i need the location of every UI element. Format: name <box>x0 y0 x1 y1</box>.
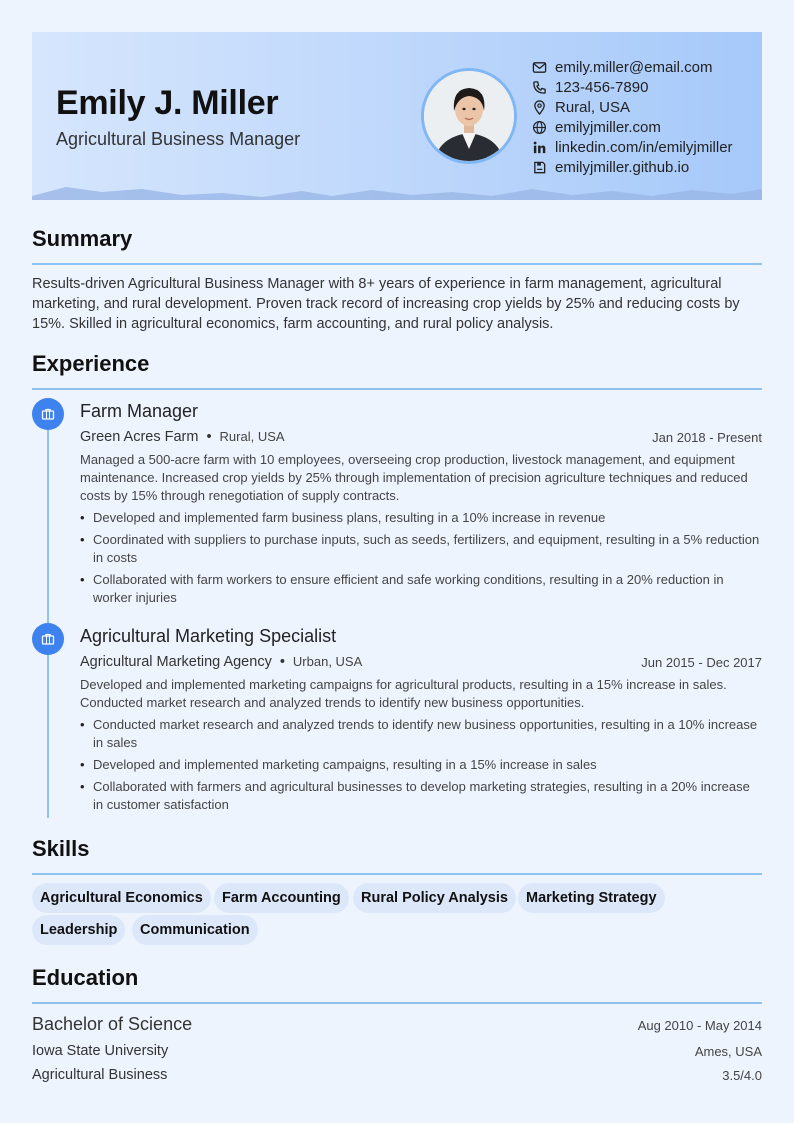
briefcase-icon <box>41 632 55 646</box>
location-icon <box>532 100 547 115</box>
contact-phone[interactable] <box>532 77 733 97</box>
job-dates: Jun 2015 - Dec 2017 <box>641 655 762 670</box>
job-description: Developed and implemented marketing campaigns for agricultural products, resulting in a 15% increase in sales. Conducted market research and analyzed trends to identify new business opportunities. <box>80 677 727 710</box>
skill-chip: Agricultural Economics <box>32 883 211 913</box>
skill-chip: Farm Accounting <box>214 883 349 913</box>
candidate-name: Emily J. Miller <box>56 84 279 122</box>
linkedin-icon <box>532 140 547 155</box>
job-company-line: Green Acres Farm • Rural, USA <box>80 429 285 445</box>
skills-heading: Skills <box>32 836 90 861</box>
job-bullets <box>80 716 762 818</box>
header-wave-decoration <box>32 184 762 200</box>
contact-linkedin-text: linkedin.com/in/emilyjmiller <box>555 138 733 156</box>
contact-linkedin[interactable] <box>532 137 733 157</box>
education-dates: Aug 2010 - May 2014 <box>637 1018 762 1033</box>
job-company: Agricultural Marketing Agency <box>80 654 272 670</box>
contact-location-text: Rural, USA <box>555 98 631 116</box>
education-heading: Education <box>32 965 139 990</box>
job-description: Managed a 500-acre farm with 10 employees, overseeing crop production, livestock management, and equipment maintenance. Increased crop yields by 25% through implementation of precision agriculture techniques and reduced costs by 15% through renegotiation of supply contracts. <box>80 452 748 503</box>
profile-photo <box>421 68 517 164</box>
job-location: Urban, USA <box>292 654 363 669</box>
skill-chip: Rural Policy Analysis <box>353 883 516 913</box>
github-icon <box>532 160 547 175</box>
job-bullet: • Developed and implemented farm business plans, resulting in a 10% increase in revenue <box>80 509 762 527</box>
skill-chip: Marketing Strategy <box>518 883 665 913</box>
contact-phone-text: 123-456-7890 <box>555 78 649 96</box>
job-badge <box>32 398 64 430</box>
skill-chip: Communication <box>132 915 258 945</box>
resume-header <box>32 32 762 200</box>
mail-icon <box>532 60 547 75</box>
job-role: Agricultural Marketing Specialist <box>80 626 337 646</box>
job-bullet: • Collaborated with farmers and agricultural businesses to develop marketing strategies, resulting in a 20% increase in customer satisfaction <box>80 778 762 814</box>
job-bullet: • Conducted market research and analyzed trends to identify new business opportunities, resulting in a 10% increase in sales <box>80 716 762 752</box>
education-location: Ames, USA <box>694 1044 762 1059</box>
contact-location <box>532 97 733 117</box>
job-company: Green Acres Farm <box>80 429 199 445</box>
contact-website[interactable] <box>532 117 733 137</box>
job-bullet: • Developed and implemented marketing campaigns, resulting in a 15% increase in sales <box>80 756 762 774</box>
job-role: Farm Manager <box>80 401 199 421</box>
job-badge <box>32 623 64 655</box>
contact-email-text: emily.miller@email.com <box>555 58 713 76</box>
contact-list <box>532 57 733 177</box>
job-bullets <box>80 509 762 611</box>
education-degree: Bachelor of Science <box>32 1014 193 1034</box>
contact-website-text: emilyjmiller.com <box>555 118 661 136</box>
education-field: Agricultural Business <box>32 1067 168 1083</box>
skills-divider <box>32 873 762 875</box>
job-location: Rural, USA <box>219 429 285 444</box>
education-gpa: 3.5/4.0 <box>722 1068 762 1083</box>
contact-github-text: emilyjmiller.github.io <box>555 158 690 176</box>
job-bullet: • Coordinated with suppliers to purchase inputs, such as seeds, fertilizers, and equipment, resulting in a 5% reduction in costs <box>80 531 762 567</box>
candidate-title: Agricultural Business Manager <box>56 129 301 149</box>
contact-email[interactable] <box>532 57 733 77</box>
phone-icon <box>532 80 547 95</box>
education-divider <box>32 1002 762 1004</box>
experience-item <box>32 398 762 613</box>
summary-heading: Summary <box>32 226 133 251</box>
summary-text: Results-driven Agricultural Business Manager with 8+ years of experience in farm management, agricultural marketing, and rural development. Proven track record of increasing crop yields by 25% and reducing costs by 15%. Skilled in agricultural economics, farm accounting, and rural policy analysis. <box>32 276 740 332</box>
education-school: Iowa State University <box>32 1043 169 1059</box>
job-company-line: Agricultural Marketing Agency • Urban, USA <box>80 654 363 670</box>
experience-divider <box>32 388 762 390</box>
experience-heading: Experience <box>32 351 150 376</box>
briefcase-icon <box>41 407 55 421</box>
skill-chip: Leadership <box>32 915 125 945</box>
experience-item <box>32 623 762 818</box>
job-dates: Jan 2018 - Present <box>652 430 762 445</box>
summary-divider <box>32 263 762 265</box>
globe-icon <box>532 120 547 135</box>
job-bullet: • Collaborated with farm workers to ensure efficient and safe working conditions, resulting in a 20% reduction in worker injuries <box>80 571 762 607</box>
contact-github[interactable] <box>532 157 733 177</box>
